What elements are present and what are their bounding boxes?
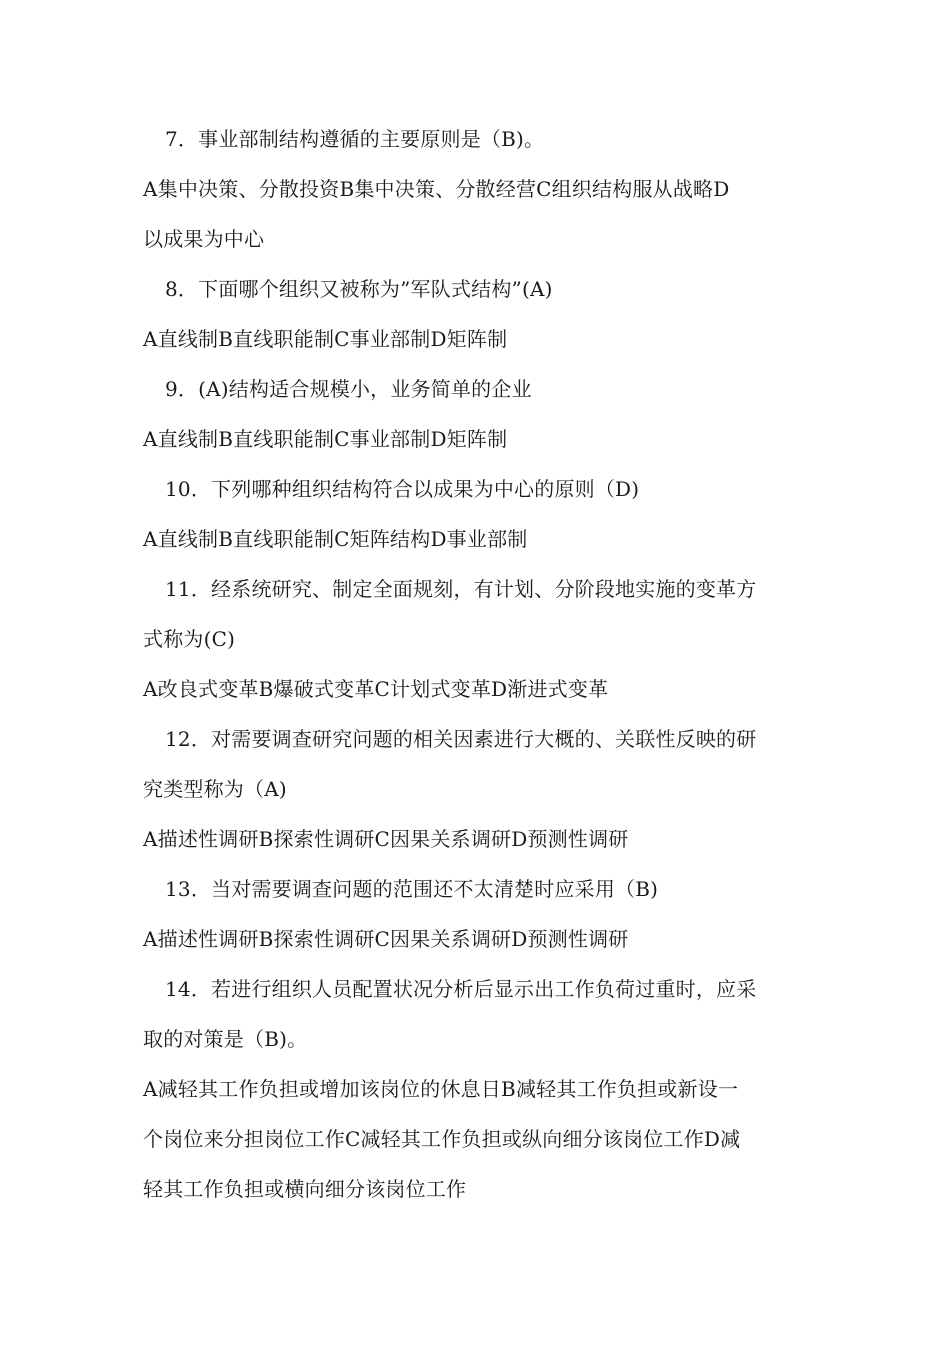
question-7: 7．事业部制结构遵循的主要原则是（B)。 xyxy=(165,127,545,151)
question-14-continued: 取的对策是（B)。 xyxy=(143,1027,308,1051)
document-body xyxy=(143,114,823,1214)
question-13: 13．当对需要调查问题的范围还不太清楚时应采用（B) xyxy=(165,877,659,901)
question-11-continued: 式称为(C) xyxy=(143,627,236,651)
question-12-continued: 究类型称为（A) xyxy=(143,777,287,801)
question-11: 11．经系统研究、制定全面规刻，有计划、分阶段地实施的变革方 xyxy=(165,577,757,601)
question-14: 14．若进行组织人员配置状况分析后显示出工作负荷过重时，应采 xyxy=(165,977,757,1001)
question-8: 8．下面哪个组织又被称为”军队式结构”(A) xyxy=(165,277,553,301)
question-10: 10．下列哪种组织结构符合以成果为中心的原则（D) xyxy=(165,477,640,501)
options-12: A描述性调研B探索性调研C因果关系调研D预测性调研 xyxy=(143,827,629,851)
options-14-continued: 个岗位来分担岗位工作C减轻其工作负担或纵向细分该岗位工作D减 xyxy=(143,1127,741,1151)
options-14-continued-2: 轻其工作负担或横向细分该岗位工作 xyxy=(143,1177,467,1201)
options-8: A直线制B直线职能制C事业部制D矩阵制 xyxy=(143,327,508,351)
question-9: 9．(A)结构适合规模小，业务简单的企业 xyxy=(165,377,532,401)
question-12: 12．对需要调查研究问题的相关因素进行大概的、关联性反映的研 xyxy=(165,727,757,751)
options-14: A减轻其工作负担或增加该岗位的休息日B减轻其工作负担或新设一 xyxy=(143,1077,739,1101)
options-7: A集中决策、分散投资B集中决策、分散经营C组织结构服从战略D xyxy=(143,177,730,201)
options-7-continued: 以成果为中心 xyxy=(143,227,265,251)
options-9: A直线制B直线职能制C事业部制D矩阵制 xyxy=(143,427,508,451)
options-11: A改良式变革B爆破式变革C计划式变革D渐进式变革 xyxy=(143,677,609,701)
options-10: A直线制B直线职能制C矩阵结构D事业部制 xyxy=(143,527,528,551)
options-13: A描述性调研B探索性调研C因果关系调研D预测性调研 xyxy=(143,927,629,951)
